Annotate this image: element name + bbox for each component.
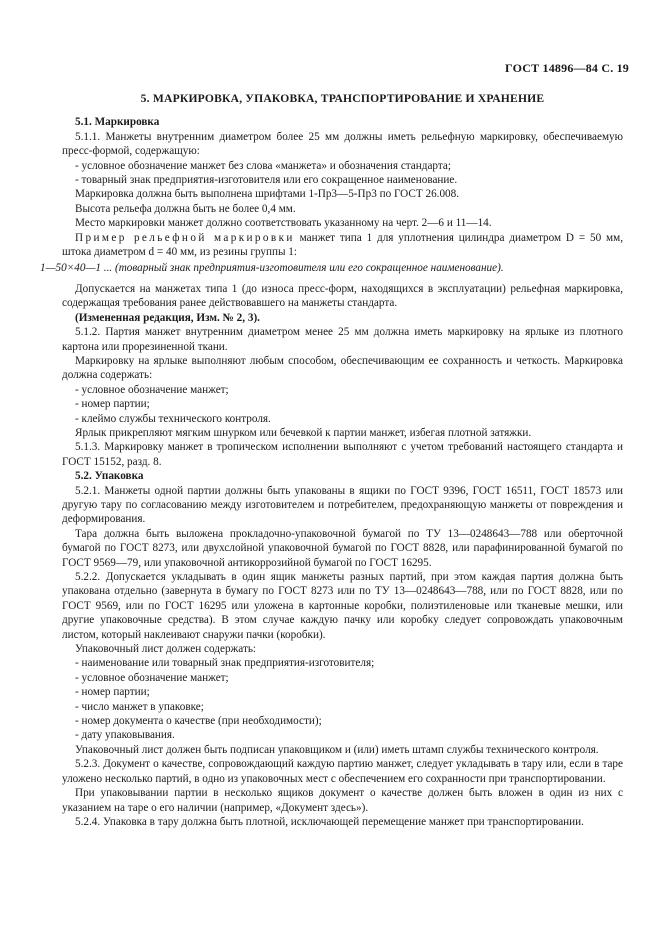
- text-line: Упаковочный лист должен содержать:: [75, 643, 257, 656]
- paragraph-5-2-2-b: Упаковочный лист должен быть подписан упаковщиком и (или) иметь штамп службы технического контроля.: [75, 743, 599, 756]
- paragraph-5-1-1: 5.1.1. Манжеты внутренним диаметром более 25 мм должны иметь рельефную маркировку, обеспечиваемую пресс-формой, содержащую:: [62, 130, 623, 158]
- list-item: - дату упаковывания.: [75, 729, 175, 742]
- section-title: 5. МАРКИРОВКА, УПАКОВКА, ТРАНСПОРТИРОВАНИЕ И ХРАНЕНИЕ: [140, 92, 545, 105]
- list-item: - товарный знак предприятия-изготовителя или его сокращенное наименование.: [75, 174, 458, 187]
- list-item: - условное обозначение манжет;: [75, 671, 229, 684]
- list-item: - условное обозначение манжет без слова «манжета» и обозначения стандарта;: [75, 159, 451, 172]
- text-line: Маркировка должна быть выполнена шрифтами 1-Пр3—5-Пр3 по ГОСТ 26.008.: [75, 188, 460, 201]
- paragraph-5-2-3-b: При упаковывании партии в несколько ящиков документ о качестве должен быть вложен в один из них с указанием на таре о его наличии (например, «Документ здесь»).: [62, 787, 623, 814]
- page-content: [40, 92, 623, 829]
- list-item: - наименование или товарный знак предприятия-изготовителя;: [75, 657, 375, 670]
- list-item: - номер документа о качестве (при необходимости);: [75, 715, 322, 728]
- subsection-title-packing: 5.2. Упаковка: [75, 470, 144, 483]
- text-line: Место маркировки манжет должно соответствовать указанному на черт. 2—6 и 11—14.: [75, 217, 492, 230]
- subsection-title-marking: 5.1. Маркировка: [75, 116, 160, 129]
- amendment-note: (Измененная редакция, Изм. № 2, 3).: [75, 311, 260, 324]
- list-item: - клеймо службы технического контроля.: [75, 412, 271, 425]
- list-item: - номер партии;: [75, 398, 150, 411]
- example-marking: 1—50×40—1 ... (товарный знак предприятия-изготовителя или его сокращенное наименование).: [40, 262, 504, 275]
- paragraph-5-1-2: 5.1.2. Партия манжет внутренним диаметром менее 25 мм должна иметь маркировку на ярлыке из плотного картона или прорезиненной ткани.: [62, 326, 623, 353]
- paragraph-5-2-4: 5.2.4. Упаковка в тару должна быть плотной, исключающей перемещение манжет при транспортировании.: [75, 815, 584, 828]
- paragraph-allowance: Допускается на манжетах типа 1 (до износа пресс-форм, находящихся в эксплуатации) рельефная маркировка, содержащая требования ранее действовавшего на манжеты стандарта.: [62, 282, 623, 310]
- paragraph-5-2-1: 5.2.1. Манжеты одной партии должны быть упакованы в ящики по ГОСТ 9396, ГОСТ 16511, ГОСТ 18573 или другую тару по согласованию между изготовителем и потребителем, предохраняющую манжеты от повреждения и деформирования.: [62, 484, 623, 526]
- list-item: - условное обозначение манжет;: [75, 383, 229, 396]
- example-paragraph: [62, 231, 623, 260]
- list-item: - число манжет в упаковке;: [75, 700, 204, 713]
- paragraph-5-1-3: 5.1.3. Маркировку манжет в тропическом исполнении выполняют с учетом требований настоящего стандарта и ГОСТ 15152, разд. 8.: [62, 441, 623, 468]
- example-label: Пример рельефной маркировки: [75, 231, 295, 244]
- text-line: Высота рельефа должна быть не более 0,4 мм.: [75, 202, 296, 215]
- paragraph-5-1-2-c: Ярлык прикрепляют мягким шнурком или бечевкой к партии манжет, избегая плотной затяжки.: [75, 426, 532, 439]
- paragraph-5-2-2: 5.2.2. Допускается укладывать в один ящик манжеты разных партий, при этом каждая партия должна быть упакована отдельно (завернута в бумагу по ГОСТ 8273 или по ТУ 13—0248643—788, или по ГОСТ 8828, или по ГОСТ 9569, или по ГОСТ 16295 или уложена в картонные коробки, полиэтиленовые или тканевые мешки, или другие упаковочные средства). В этом случае каждую пачку или коробку следует сопровождать упаковочным листом, который наклеивают снаружи пачки (коробки).: [62, 571, 623, 641]
- paragraph-5-2-1-b: Тара должна быть выложена прокладочно-упаковочной бумагой по ТУ 13—0248643—788 или оберточной бумагой по ГОСТ 8273, или двухслойной упаковочной бумагой по ГОСТ 8828, или парафинированной бумагой по ГОСТ 9569—79, или упаковочной антикоррозийной бумагой по ГОСТ 16295.: [62, 527, 623, 569]
- list-item: - номер партии;: [75, 686, 150, 699]
- page-header: ГОСТ 14896—84 С. 19: [505, 61, 629, 75]
- example-text: манжет типа 1 для уплотнения цилиндра диаметром D = 50 мм, штока диаметром d = 40 мм, из резины группы 1:: [62, 231, 623, 259]
- paragraph-5-1-2-b: Маркировку на ярлыке выполняют любым способом, обеспечивающим ее сохранность и четкость. Маркировка должна содержать:: [62, 354, 623, 382]
- paragraph-5-2-3: 5.2.3. Документ о качестве, сопровождающий каждую партию манжет, следует укладывать в тару или, если в таре уложено несколько партий, в одно из упаковочных мест с обеспечением его сохранности при транспортировании.: [62, 758, 623, 785]
